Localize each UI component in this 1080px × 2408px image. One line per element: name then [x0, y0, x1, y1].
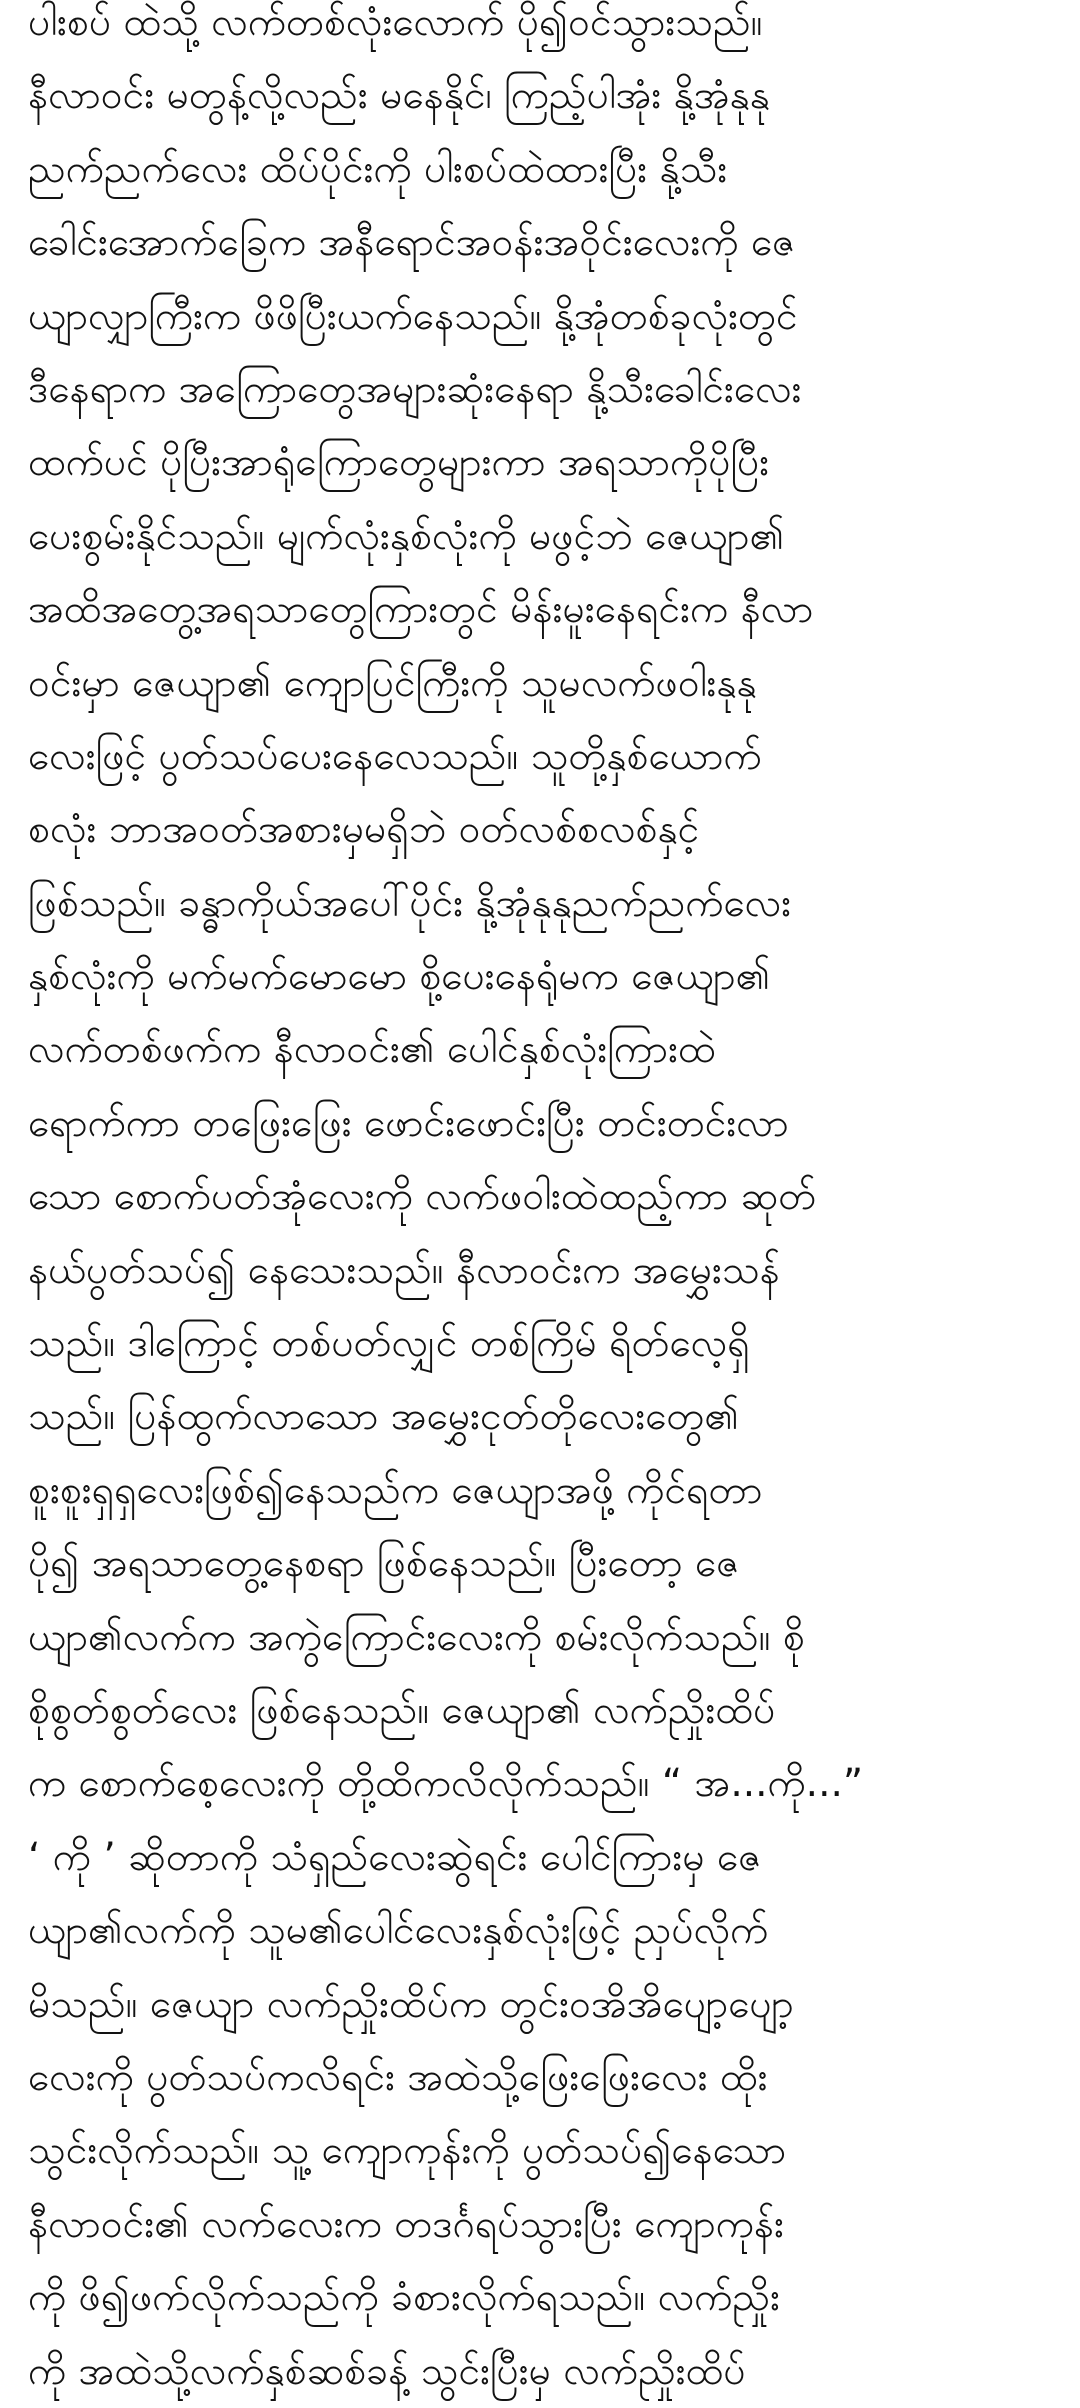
text-line: ဖြစ်သည်။ ခန္ဓာကိုယ်အပေါ်ပိုင်း နို့အုံနုနုညက်ညက်လေး: [28, 880, 792, 926]
text-line: လက်တစ်ဖက်က နီလာဝင်း၏ ပေါင်နှစ်လုံးကြားထဲ: [28, 1027, 716, 1073]
text-line: အထိအတွေ့အရသာတွေကြားတွင် မိန်းမူးနေရင်းက နီလာ: [28, 587, 814, 633]
story-text: [28, 0, 1058, 2408]
text-line: ယျာ၏လက်ကို သူမ၏ပေါင်လေးနှစ်လုံးဖြင့် ညှပ်လိုက်: [28, 1908, 769, 1954]
text-line: ‘ ကို ’ ဆိုတာကို သံရှည်လေးဆွဲရင်း ပေါင်ကြားမှ ဇေ: [28, 1834, 762, 1880]
text-line: သည်။ ဒါကြောင့် တစ်ပတ်လျှင် တစ်ကြိမ် ရိတ်လေ့ရှိ: [28, 1321, 750, 1367]
text-line: စိုစွတ်စွတ်လေး ဖြစ်နေသည်။ ဇေယျာ၏ လက်ညှိုးထိပ်: [28, 1687, 776, 1733]
text-line: ခေါင်းအောက်ခြေက အနီရောင်အဝန်းအဝိုင်းလေးကို ဇေ: [28, 220, 796, 266]
text-line: စလုံး ဘာအဝတ်အစားမှမရှိဘဲ ဝတ်လစ်စလစ်နှင့်: [28, 807, 700, 853]
text-line: ကို ဖိ၍ဖက်လိုက်သည်ကို ခံစားလိုက်ရသည်။ လက်ညှိုး: [28, 2275, 781, 2321]
text-line: ကို အထဲသို့လက်နှစ်ဆစ်ခန့် သွင်းပြီးမှ လက်ညှိုးထိပ်: [28, 2348, 746, 2394]
text-line: သည်။ ပြန်ထွက်လာသော အမွှေးငုတ်တိုလေးတွေ၏: [28, 1394, 740, 1440]
text-line: မိသည်။ ဇေယျာ လက်ညှိုးထိပ်က တွင်းဝအိအိပျော့ပျော့: [28, 1981, 794, 2027]
text-line: ယျာ၏လက်က အကွဲကြောင်းလေးကို စမ်းလိုက်သည်။ စို: [28, 1614, 805, 1660]
text-line: လေးကို ပွတ်သပ်ကလိရင်း အထဲသို့ဖြေးဖြေးလေး ထိုး: [28, 2054, 768, 2100]
text-line: နီလာဝင်း မတွန့်လို့လည်း မနေနိုင်၊ ကြည့်ပါအုံး နို့အုံနုနု: [28, 73, 770, 119]
text-line: ထက်ပင် ပိုပြီးအာရုံကြောတွေများကာ အရသာကိုပိုပြီး: [28, 440, 770, 486]
text-line: ညက်ညက်လေး ထိပ်ပိုင်းကို ပါးစပ်ထဲထားပြီး နို့သီး: [28, 146, 728, 192]
text-line: သော စောက်ပတ်အုံလေးကို လက်ဖဝါးထဲထည့်ကာ ဆုတ်: [28, 1174, 817, 1220]
text-line: ယျာလျှာကြီးက ဖိဖိပြီးယက်နေသည်။ နို့အုံတစ်ခုလုံးတွင်: [28, 293, 798, 339]
text-line: နှစ်လုံးကို မက်မက်မောမော စို့ပေးနေရုံမက ဇေယျာ၏: [28, 954, 771, 1000]
text-line: က စောက်စေ့လေးကို တို့ထိကလိလိုက်သည်။ “ အ...ကို...”: [28, 1761, 864, 1807]
text-line: ပေးစွမ်းနိုင်သည်။ မျက်လုံးနှစ်လုံးကို မဖွင့်ဘဲ ဇေယျာ၏: [28, 513, 785, 559]
text-line: ရောက်ကာ တဖြေးဖြေး ဖောင်းဖောင်းပြီး တင်းတင်းလာ: [28, 1100, 789, 1146]
text-line: သွင်းလိုက်သည်။ သူ့ ကျောကုန်းကို ပွတ်သပ်၍နေသော: [28, 2128, 787, 2174]
text-line: ပို၍ အရသာတွေ့နေစရာ ဖြစ်နေသည်။ ပြီးတော့ ဇေ: [28, 1541, 740, 1587]
text-line: ဝင်းမှာ ဇေယျာ၏ ကျောပြင်ကြီးကို သူမလက်ဖဝါးနုနု: [28, 660, 757, 706]
text-line: စူးစူးရှရှလေးဖြစ်၍နေသည်က ဇေယျာအဖို့ ကိုင်ရတာ: [28, 1467, 763, 1513]
text-line: ပါးစပ် ထဲသို့ လက်တစ်လုံးလောက် ပို၍ဝင်သွားသည်။: [28, 0, 763, 45]
text-line: လေးဖြင့် ပွတ်သပ်ပေးနေလေသည်။ သူတို့နှစ်ယောက်: [28, 733, 762, 779]
text-line: နီလာဝင်း၏ လက်လေးက တဒင်္ဂရပ်သွားပြီး ကျောကုန်း: [28, 2201, 785, 2247]
text-line: နယ်ပွတ်သပ်၍ နေသေးသည်။ နီလာဝင်းက အမွှေးသန်: [28, 1247, 780, 1293]
text-line: ဒီနေရာက အကြောတွေအများဆုံးနေရာ နို့သီးခေါင်းလေး: [28, 366, 802, 412]
